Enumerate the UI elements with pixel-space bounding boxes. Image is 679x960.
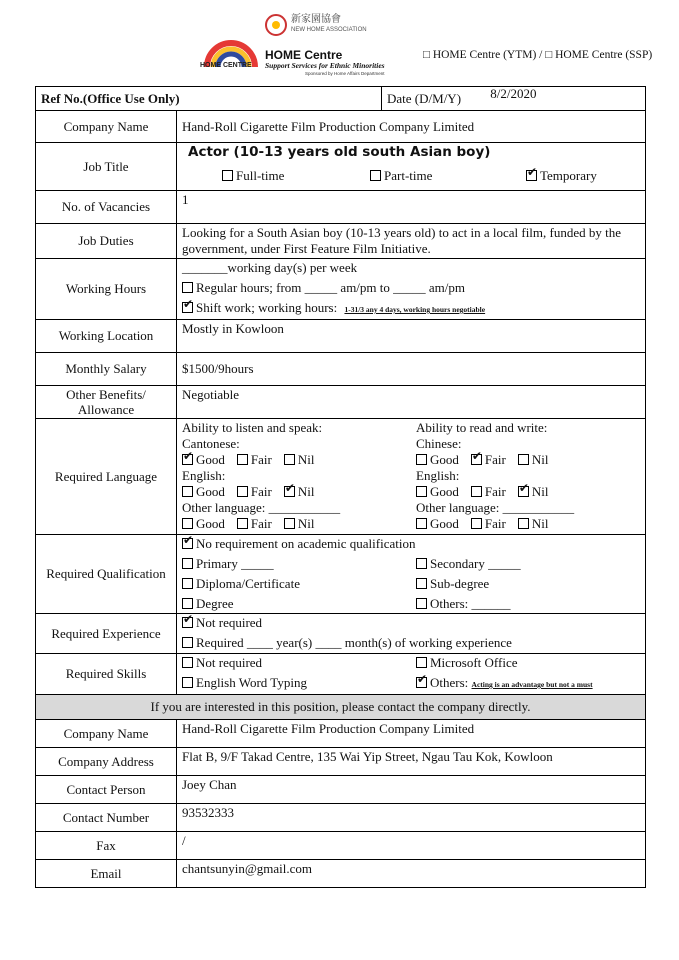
option-fair: Fair — [484, 516, 506, 531]
temporary-checkbox[interactable] — [526, 170, 537, 181]
secondary-label: Secondary _____ — [430, 556, 521, 571]
experience-not-required-checkbox[interactable] — [182, 617, 193, 628]
diploma-checkbox[interactable] — [182, 578, 193, 589]
option-fair: Fair — [484, 452, 506, 467]
language-label: Required Language — [36, 419, 177, 535]
nha-name-en: NEW HOME ASSOCIATION — [291, 27, 367, 33]
email-value[interactable]: chantsunyin@gmail.com — [177, 860, 646, 888]
job-form-table — [35, 86, 646, 888]
no-qualification-checkbox[interactable] — [182, 538, 193, 549]
cantonese-speak-fair-checkbox[interactable] — [237, 454, 248, 465]
skills-others-detail: Acting is an advantage but not a must — [471, 680, 593, 689]
regular-hours-checkbox[interactable] — [182, 282, 193, 293]
skills-others-label: Others: — [430, 675, 469, 690]
vacancies-label: No. of Vacancies — [36, 191, 177, 224]
option-good: Good — [430, 484, 459, 499]
option-good: Good — [430, 516, 459, 531]
read-write-heading: Ability to read and write: — [416, 420, 548, 435]
other-speak-nil-checkbox[interactable] — [284, 518, 295, 529]
job-title-cell — [177, 143, 646, 191]
english-read-nil-checkbox[interactable] — [518, 486, 529, 497]
other-read-nil-checkbox[interactable] — [518, 518, 529, 529]
salary-label: Monthly Salary — [36, 353, 177, 386]
option-good: Good — [196, 484, 225, 499]
company-name-label: Company Name — [36, 111, 177, 143]
degree-label: Degree — [196, 596, 234, 611]
contact-note: If you are interested in this position, please contact the company directly. — [36, 695, 646, 720]
duties-value: Looking for a South Asian boy (10-13 years old) to act in a local film, funded by the government, under First Feature Film Initiative. — [177, 224, 646, 259]
chinese-label: Chinese: — [416, 436, 462, 451]
option-fair: Fair — [250, 452, 272, 467]
centre-selection: □ HOME Centre (YTM) / □ HOME Centre (SSP) — [423, 49, 653, 61]
subdegree-label: Sub-degree — [430, 576, 490, 591]
email-label: Email — [36, 860, 177, 888]
skills-not-required-label: Not required — [196, 655, 263, 670]
full-time-label: Full-time — [236, 168, 285, 183]
language-cell — [177, 419, 646, 535]
address-label: Company Address — [36, 748, 177, 776]
shift-work-label: Shift work; working hours: — [196, 300, 338, 315]
other-read-good-checkbox[interactable] — [416, 518, 427, 529]
primary-label: Primary _____ — [196, 556, 274, 571]
other-language-speak-label: Other language: ___________ — [182, 500, 341, 515]
option-fair: Fair — [484, 484, 506, 499]
experience-cell — [177, 614, 646, 654]
degree-checkbox[interactable] — [182, 598, 193, 609]
office-label: Microsoft Office — [430, 655, 518, 670]
fax-value: / — [177, 832, 646, 860]
option-fair: Fair — [250, 484, 272, 499]
location-label: Working Location — [36, 320, 177, 353]
option-nil: Nil — [531, 452, 549, 467]
chinese-read-good-checkbox[interactable] — [416, 454, 427, 465]
option-good: Good — [196, 452, 225, 467]
english-speak-label: English: — [182, 468, 226, 483]
secondary-checkbox[interactable] — [416, 558, 427, 569]
experience-required-checkbox[interactable] — [182, 637, 193, 648]
option-good: Good — [196, 516, 225, 531]
skills-label: Required Skills — [36, 654, 177, 695]
home-centre-logo-text: HOME CENTRE — [200, 62, 252, 69]
date-cell — [382, 87, 646, 111]
option-fair: Fair — [250, 516, 272, 531]
qualification-label: Required Qualification — [36, 535, 177, 614]
shift-work-detail: 1-31/3 any 4 days, working hours negotiable — [344, 305, 486, 314]
part-time-checkbox[interactable] — [370, 170, 381, 181]
contact-company-value: Hand-Roll Cigarette Film Production Company Limited — [177, 720, 646, 748]
home-centre-subtitle: Support Services for Ethnic Minorities — [265, 61, 385, 70]
skills-cell — [177, 654, 646, 695]
option-nil: Nil — [531, 516, 549, 531]
company-name-value: Hand-Roll Cigarette Film Production Company Limited — [177, 111, 646, 143]
ref-no-label: Ref No.(Office Use Only) — [36, 87, 382, 111]
salary-value: $1500/9hours — [177, 353, 646, 386]
cantonese-label: Cantonese: — [182, 436, 240, 451]
option-good: Good — [430, 452, 459, 467]
english-read-fair-checkbox[interactable] — [471, 486, 482, 497]
hours-label: Working Hours — [36, 259, 177, 320]
qualification-cell — [177, 535, 646, 614]
benefits-label: Other Benefits/ Allowance — [36, 386, 177, 419]
part-time-label: Part-time — [384, 168, 433, 183]
location-value: Mostly in Kowloon — [177, 320, 646, 353]
experience-required-label: Required ____ year(s) ____ month(s) of working experience — [196, 635, 512, 650]
regular-hours-label: Regular hours; from _____ am/pm to _____ am/pm — [196, 280, 465, 295]
job-title-label: Job Title — [36, 143, 177, 191]
contact-number-value: 93532333 — [177, 804, 646, 832]
contact-person-label: Contact Person — [36, 776, 177, 804]
typing-checkbox[interactable] — [182, 677, 193, 688]
experience-label: Required Experience — [36, 614, 177, 654]
typing-label: English Word Typing — [196, 675, 307, 690]
option-nil: Nil — [297, 452, 315, 467]
other-speak-fair-checkbox[interactable] — [237, 518, 248, 529]
sponsor-line: Sponsored by Home Affairs Department — [305, 71, 385, 76]
other-speak-good-checkbox[interactable] — [182, 518, 193, 529]
english-speak-good-checkbox[interactable] — [182, 486, 193, 497]
full-time-checkbox[interactable] — [222, 170, 233, 181]
address-value: Flat B, 9/F Takad Centre, 135 Wai Yip Street, Ngau Tau Kok, Kowloon — [177, 748, 646, 776]
contact-person-value: Joey Chan — [177, 776, 646, 804]
option-nil: Nil — [531, 484, 549, 499]
benefits-value: Negotiable — [177, 386, 646, 419]
form-header — [0, 0, 679, 84]
hours-cell — [177, 259, 646, 320]
cantonese-speak-good-checkbox[interactable] — [182, 454, 193, 465]
english-read-good-checkbox[interactable] — [416, 486, 427, 497]
diploma-label: Diploma/Certificate — [196, 576, 300, 591]
experience-not-required-label: Not required — [196, 615, 263, 630]
contact-company-label: Company Name — [36, 720, 177, 748]
temporary-label: Temporary — [540, 168, 597, 183]
nha-logo-icon — [265, 14, 287, 36]
vacancies-value: 1 — [177, 191, 646, 224]
other-language-read-label: Other language: ___________ — [416, 500, 575, 515]
date-label: Date (D/M/Y) — [387, 90, 462, 106]
home-centre-title: HOME Centre — [265, 48, 343, 62]
cantonese-speak-nil-checkbox[interactable] — [284, 454, 295, 465]
listen-speak-heading: Ability to listen and speak: — [182, 420, 323, 435]
working-days-line: _______working day(s) per week — [182, 260, 358, 275]
option-nil: Nil — [297, 516, 315, 531]
fax-label: Fax — [36, 832, 177, 860]
date-value: 8/2/2020 — [490, 85, 537, 101]
skills-not-required-checkbox[interactable] — [182, 657, 193, 668]
english-read-label: English: — [416, 468, 460, 483]
english-speak-fair-checkbox[interactable] — [237, 486, 248, 497]
nha-brand — [265, 14, 367, 36]
skills-others-checkbox[interactable] — [416, 677, 427, 688]
shift-work-checkbox[interactable] — [182, 302, 193, 313]
job-title-value: Actor (10-13 years old south Asian boy) — [188, 144, 491, 160]
no-qualification-label: No requirement on academic qualification — [196, 536, 416, 551]
other-read-fair-checkbox[interactable] — [471, 518, 482, 529]
option-nil: Nil — [297, 484, 315, 499]
primary-checkbox[interactable] — [182, 558, 193, 569]
chinese-read-fair-checkbox[interactable] — [471, 454, 482, 465]
qualification-others-label: Others: ______ — [430, 596, 511, 611]
office-checkbox[interactable] — [416, 657, 427, 668]
nha-name-cn: 新家園協會 — [291, 14, 341, 25]
chinese-read-nil-checkbox[interactable] — [518, 454, 529, 465]
subdegree-checkbox[interactable] — [416, 578, 427, 589]
duties-label: Job Duties — [36, 224, 177, 259]
contact-number-label: Contact Number — [36, 804, 177, 832]
english-speak-nil-checkbox[interactable] — [284, 486, 295, 497]
qualification-others-checkbox[interactable] — [416, 598, 427, 609]
